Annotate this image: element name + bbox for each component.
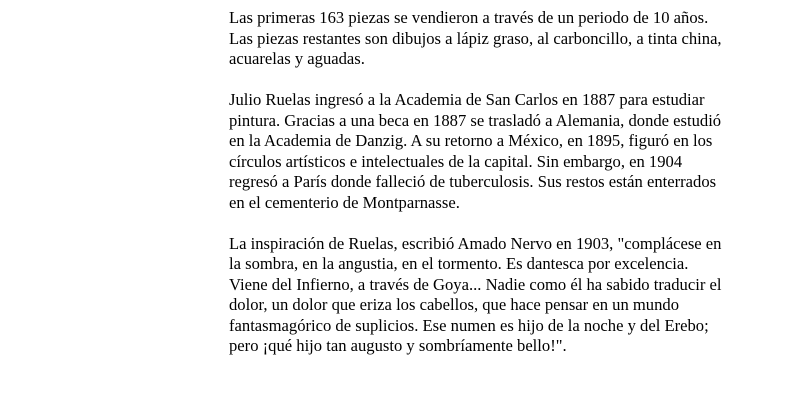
text-line: Las piezas restantes son dibujos a lápiz graso, al carboncillo, a tinta china, xyxy=(229,28,722,48)
text-line: acuarelas y aguadas. xyxy=(229,49,365,68)
text-line: regresó a París donde falleció de tuberculosis. Sus restos están enterrados xyxy=(229,172,717,191)
text-line: Las primeras 163 piezas se vendieron a través de un periodo de 10 años. xyxy=(229,8,709,27)
paragraph-biography xyxy=(229,90,807,213)
paragraph-nervo-quote xyxy=(229,234,807,357)
text-line: dolor, un dolor que eriza los cabellos, que hace pensar en un mundo xyxy=(229,295,679,314)
text-line: círculos artísticos e intelectuales de la capital. Sin embargo, en 1904 xyxy=(229,151,683,171)
text-line: Viene del Infierno, a través de Goya... Nadie como él ha sabido traducir el xyxy=(229,274,722,294)
text-line: la sombra, en la angustia, en el tormento. Es dantesca por excelencia. xyxy=(229,254,689,273)
paragraph-sale-and-techniques xyxy=(229,8,807,70)
text-line: en el cementerio de Montparnasse. xyxy=(229,192,460,212)
article-body xyxy=(229,8,807,357)
text-line: fantasmagórico de suplicios. Ese numen es hijo de la noche y del Erebo; xyxy=(229,315,709,335)
text-line: La inspiración de Ruelas, escribió Amado Nervo en 1903, "complácese en xyxy=(229,233,722,253)
text-line: en la Academia de Danzig. A su retorno a México, en 1895, figuró en los xyxy=(229,131,713,150)
text-line: pero ¡qué hijo tan augusto y sombríamente bello!". xyxy=(229,336,567,355)
text-line: Julio Ruelas ingresó a la Academia de San Carlos en 1887 para estudiar xyxy=(229,90,705,109)
text-line: pintura. Gracias a una beca en 1887 se trasladó a Alemania, donde estudió xyxy=(229,110,722,130)
